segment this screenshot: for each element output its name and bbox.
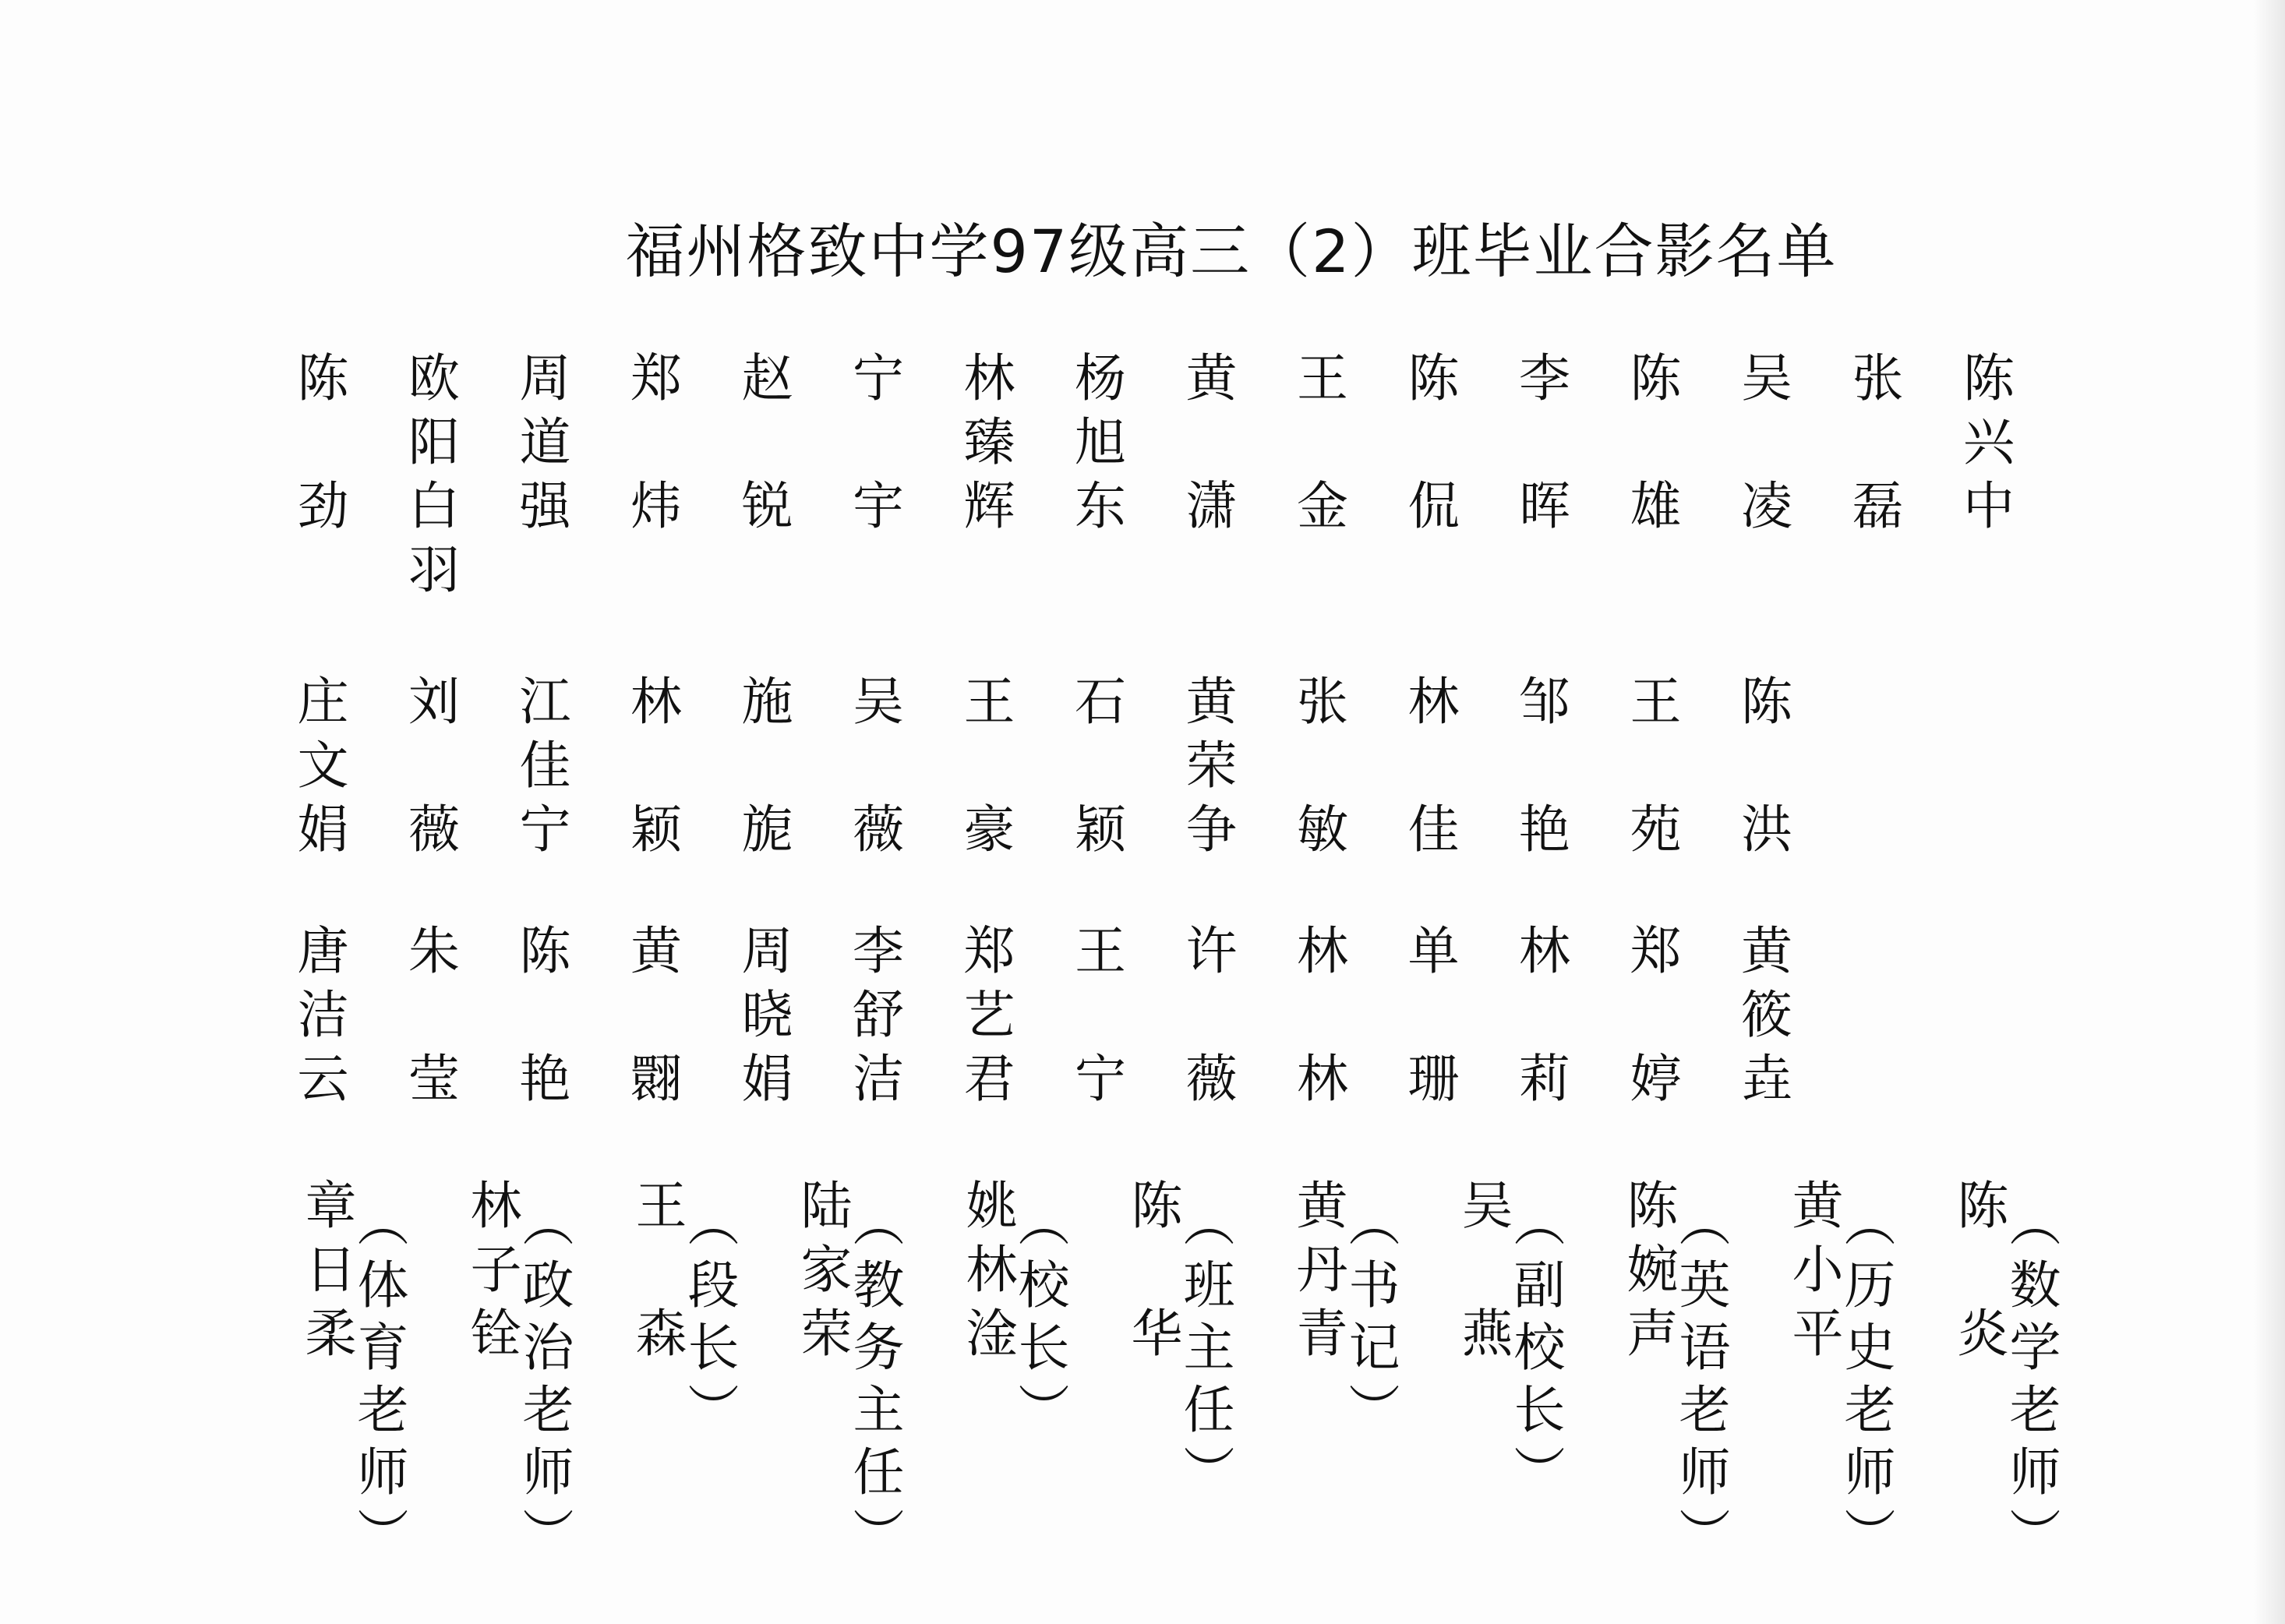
teacher-role: （书记）: [1340, 1195, 1400, 1445]
teacher-name: 陈婉声: [1618, 1178, 1678, 1370]
teacher-role: （体育老师）: [348, 1195, 408, 1569]
teacher-role: （段长）: [679, 1195, 739, 1445]
student-name: 陈洪: [1732, 674, 1792, 930]
student-name: 林佳: [1399, 674, 1459, 930]
student-name: 林颖: [621, 674, 682, 930]
student-name: 王宁: [1065, 923, 1126, 1179]
student-name: 李舒洁: [843, 923, 904, 1115]
student-name: 邹艳: [1510, 674, 1570, 930]
teacher-role: （副校长）: [1505, 1195, 1565, 1507]
student-name: 林林: [1287, 923, 1348, 1179]
student-name: 黄荣争: [1177, 674, 1237, 866]
student-name: 张敏: [1287, 674, 1348, 930]
student-name: 郑婷: [1621, 923, 1681, 1179]
student-name: 吴凌: [1732, 351, 1792, 606]
student-name: 单珊: [1399, 923, 1459, 1179]
teacher-name: 黄丹青: [1287, 1178, 1347, 1370]
teacher-role: （教务主任）: [844, 1195, 904, 1569]
student-name: 周道强: [510, 351, 570, 542]
student-name: 吴薇: [843, 674, 904, 930]
student-name: 唐洁云: [288, 923, 348, 1115]
student-name: 陈艳: [510, 923, 570, 1179]
student-name: 杨旭东: [1065, 351, 1126, 542]
teacher-name: 陆家荣: [792, 1178, 852, 1370]
student-name: 刘薇: [399, 674, 460, 930]
student-name: 林臻辉: [955, 351, 1015, 542]
student-name: 陈侃: [1399, 351, 1459, 606]
student-name: 王金: [1287, 351, 1348, 606]
student-name: 许薇: [1177, 923, 1237, 1179]
student-name: 王豪: [955, 674, 1015, 930]
student-name: 庄文娟: [288, 674, 348, 866]
student-name: 陈雄: [1621, 351, 1681, 606]
student-name: 郑炜: [621, 351, 682, 606]
teacher-role: （历史老师）: [1835, 1195, 1895, 1569]
student-name: 朱莹: [399, 923, 460, 1179]
teacher-name: 陈华: [1122, 1178, 1182, 1434]
student-name: 林莉: [1510, 923, 1570, 1179]
teacher-name: 王森: [627, 1178, 687, 1434]
teacher-name: 黄小平: [1783, 1178, 1843, 1370]
student-name: 李晖: [1510, 351, 1570, 606]
teacher-name: 章日柔: [296, 1178, 356, 1370]
student-name: 陈劲: [288, 351, 348, 606]
student-name: 张磊: [1843, 351, 1903, 606]
student-name: 黄翾: [621, 923, 682, 1179]
student-name: 施旎: [733, 674, 793, 930]
teacher-name: 姚林淦: [957, 1178, 1017, 1370]
student-name: 赵锐: [733, 351, 793, 606]
teacher-role: （英语老师）: [1670, 1195, 1730, 1569]
student-name: 周晓娟: [733, 923, 793, 1115]
teacher-role: （数学老师）: [2001, 1195, 2061, 1569]
student-name: 王苑: [1621, 674, 1681, 930]
student-name: 郑艺君: [955, 923, 1015, 1115]
teacher-name: 陈炎: [1948, 1178, 2008, 1434]
student-name: 江佳宁: [510, 674, 570, 866]
teacher-role: （班主任）: [1174, 1195, 1234, 1507]
student-name: 黄筱垚: [1732, 923, 1792, 1115]
student-name: 石颖: [1065, 674, 1126, 930]
student-name: 欧阳白羽: [399, 351, 460, 606]
document-title: 福州格致中学97级高三（2）班毕业合影名单: [625, 217, 1838, 286]
student-name: 宁宇: [843, 351, 904, 606]
student-name: 陈兴中: [1954, 351, 2015, 542]
teacher-role: （政治老师）: [514, 1195, 574, 1569]
student-name: 黄潇: [1177, 351, 1237, 606]
teacher-name: 林子铨: [461, 1178, 521, 1370]
teacher-role: （校长）: [1009, 1195, 1069, 1445]
teacher-name: 吴燕: [1453, 1178, 1513, 1434]
